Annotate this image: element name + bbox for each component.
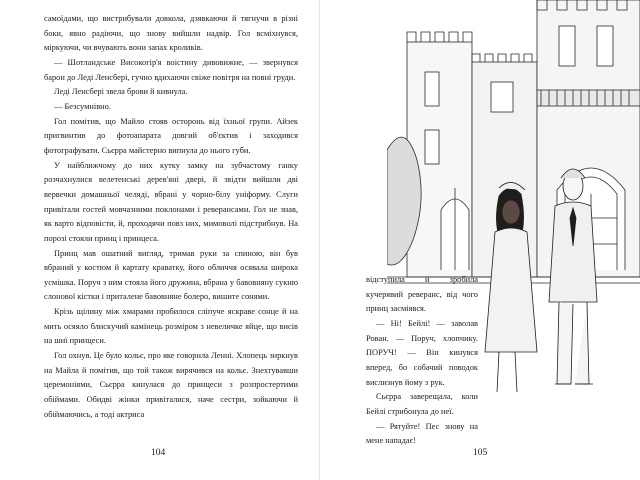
page-number-left: 104 xyxy=(151,448,166,458)
left-paragraph: — Безсумнівно. xyxy=(54,101,111,111)
left-paragraph: У найближчому до них кутку замку на зубчастому ганку розчахнулися велетенські дерев'яні двері, й звідти вийшли дві вервечки домашньої челяді, вбрані у чорно-білу уніформу. Слуги привітали гостей мовчазними поклонами і реверансами. Гол не знав, як варто відповісти, й, проходячи повз них, мимоволі підстрибнув. На порозі стояли принц і принцеса. xyxy=(44,160,298,243)
left-page-text xyxy=(44,12,298,422)
left-paragraph: самоїдами, що вистрибували довкола, дзявкаючи й тягнучи в різні боки, явно радіючи, що знову вийшли надвір. Гол всміхнувся, міркуючи, чи вчувають вони запах кроликів. xyxy=(44,14,298,53)
right-paragraph: — Рятуйте! Пес знову на мене нападає! xyxy=(366,421,478,446)
left-paragraph: Принц мав ошатний вигляд, тримав руки за спиною, він був вбраний у костюм й картату краватку, його обличчя осявала широка усмішка. Поруч з ним стояла його дружина, вбрана у бавовняну сукню слонової кістки і приталене бавовняне болеро, вишите сонями. xyxy=(44,248,298,302)
left-paragraph: Крізь щілину між хмарами пробилося сліпуче яскраве сонце й на мить осяяло блискучий камінець розміром з невеличке яйце, що висів на шиї принцеси. xyxy=(44,307,298,346)
right-paragraph: — Ні! Бейлі! — заволав Рован. — Поруч, хлопчику. ПОРУЧ! — Він кинувся вперед, бо собачий поводок вислизнув йому з рук. xyxy=(366,318,478,387)
right-paragraph: Сьєрра заверещала, коли Бейлі стрибонула до неї. xyxy=(366,392,478,416)
left-paragraph: Гол помітив, що Майло стояв осторонь від їхньої групи. Айзек пригвинтив до фотоапарата довгий об'єктив і заходився фотографувати. Сьєрра майстерно випнула до нього губи. xyxy=(44,116,298,155)
page-number-right: 105 xyxy=(473,448,488,458)
left-paragraph: Гол охнув. Це було кольє, про яке говорила Ленні. Хлопець зиркнув на Майла й помітив, що той також вирячився на кольє. Знехтувавши церемоніями, Сьєрра кинулася до принцеси з розпростертими обіймами. Обидві жінки привіталися, наче сестри, зойкаючи й обіймаючись, а тоді актриса xyxy=(44,351,298,419)
right-page-text xyxy=(366,273,478,449)
left-paragraph: — Шотландське Високогір'я воістину дивовижне, — звернувся барон до Леді Ленсбері, гучно вдихаючи свіже повітря на повні груди. xyxy=(44,57,298,82)
right-paragraph: відступила й зробила кучерявий реверанс, від чого принц засміявся. xyxy=(366,275,478,314)
left-paragraph: Леді Ленсбері звела брови й кивнула. xyxy=(54,87,188,97)
